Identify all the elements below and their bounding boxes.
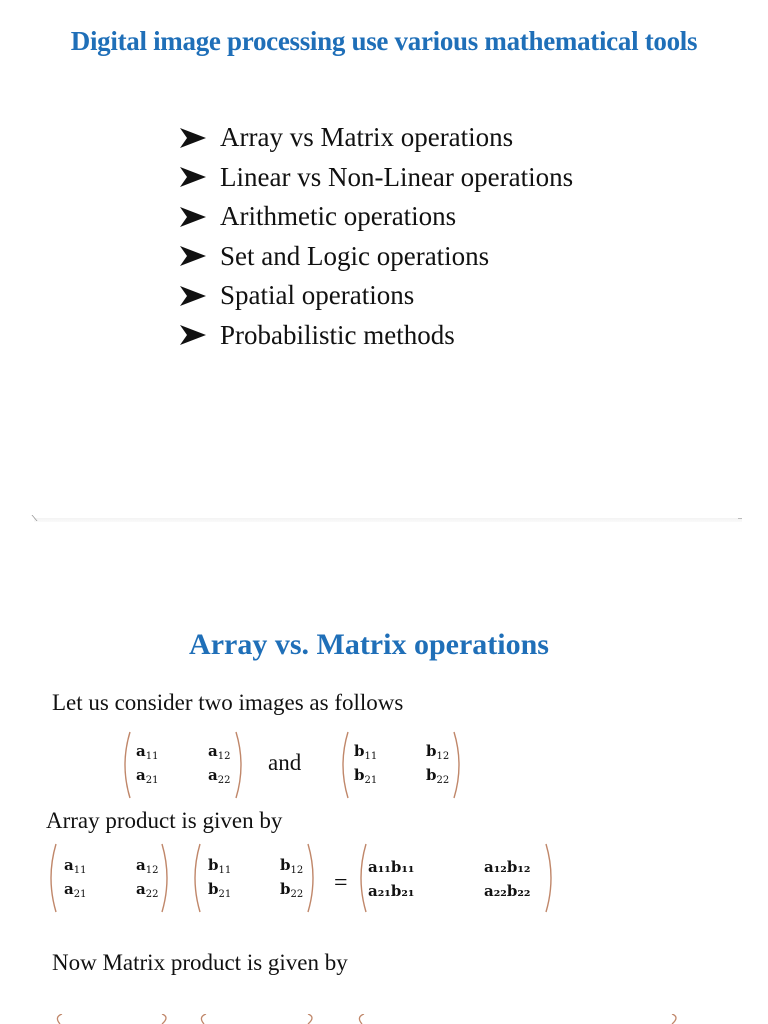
slide-2: [0, 540, 768, 1024]
arrowhead-bullet-icon: [178, 284, 208, 308]
arrowhead-bullet-icon: [178, 165, 208, 189]
bullet-text: Arithmetic operations: [220, 201, 457, 232]
matrix-element: $a_{22}$: [208, 766, 231, 786]
left-paren-icon: [44, 842, 58, 914]
matrix-element: $b_{22}$: [426, 766, 450, 786]
left-paren-icon: [118, 730, 132, 800]
list-item: [178, 118, 573, 158]
matrix-element: $a_{12}$: [136, 856, 159, 876]
arrowhead-bullet-icon: [178, 205, 208, 229]
bullet-text: Set and Logic operations: [220, 240, 490, 271]
array-product-label: Array product is given by: [46, 808, 283, 833]
list-item: [178, 237, 573, 277]
bullet-text: Spatial operations: [220, 280, 415, 311]
matrix-element: $b_{11}$: [354, 742, 378, 762]
right-paren-icon: [306, 842, 320, 914]
matrix-element: a₁₂b₁₂: [484, 858, 531, 876]
matrix-element: $a_{11}$: [64, 856, 87, 876]
matrix-product-label: Now Matrix product is given by: [52, 950, 348, 975]
matrix-element: $b_{12}$: [426, 742, 450, 762]
matrix-element: a₁₁b₁₁: [368, 858, 415, 876]
right-paren-icon: [160, 842, 174, 914]
bullet-text: Linear vs Non-Linear operations: [220, 161, 574, 192]
left-paren-icon: [354, 842, 368, 914]
matrix-a: [44, 842, 174, 914]
matrix-element: $a_{22}$: [136, 880, 159, 900]
matrix-element: $b_{21}$: [354, 766, 378, 786]
slide-2-title: Array vs. Matrix operations: [189, 628, 549, 661]
intro-text: Let us consider two images as follows: [52, 690, 404, 715]
right-paren-icon: [544, 842, 558, 914]
left-paren-icon: [188, 842, 202, 914]
bullet-text: Array vs Matrix operations: [220, 122, 514, 153]
matrix-a: [118, 730, 248, 800]
clipped-matrix-brackets: [40, 1014, 700, 1024]
list-item: [178, 197, 573, 237]
matrix-b: [188, 842, 320, 914]
slide-1-title: Digital image processing use various mathematical tools: [70, 26, 698, 56]
matrix-element: $b_{12}$: [280, 856, 304, 876]
list-item: [178, 158, 573, 198]
list-item: [178, 316, 573, 356]
slide-divider: [34, 518, 742, 522]
matrix-element: $b_{22}$: [280, 880, 304, 900]
arrowhead-bullet-icon: [178, 126, 208, 150]
right-paren-icon: [234, 730, 248, 800]
matrix-b: [336, 730, 466, 800]
bullet-text: Probabilistic methods: [220, 319, 455, 350]
matrix-element: $a_{12}$: [208, 742, 231, 762]
left-paren-icon: [336, 730, 350, 800]
matrix-element: $a_{11}$: [136, 742, 159, 762]
arrowhead-bullet-icon: [178, 323, 208, 347]
matrix-element: $a_{21}$: [136, 766, 159, 786]
bullet-list: [178, 118, 573, 355]
matrix-element: $b_{21}$: [208, 880, 232, 900]
right-paren-icon: [452, 730, 466, 800]
matrix-element: a₂₁b₂₁: [368, 882, 415, 900]
equals-sign: =: [334, 870, 348, 896]
arrowhead-bullet-icon: [178, 244, 208, 268]
list-item: [178, 276, 573, 316]
matrix-element: $b_{11}$: [208, 856, 232, 876]
matrix-element: $a_{21}$: [64, 880, 87, 900]
result-matrix: [354, 842, 560, 914]
and-text: and: [268, 750, 302, 775]
matrix-element: a₂₂b₂₂: [484, 882, 531, 900]
corner-mark: [738, 518, 742, 519]
